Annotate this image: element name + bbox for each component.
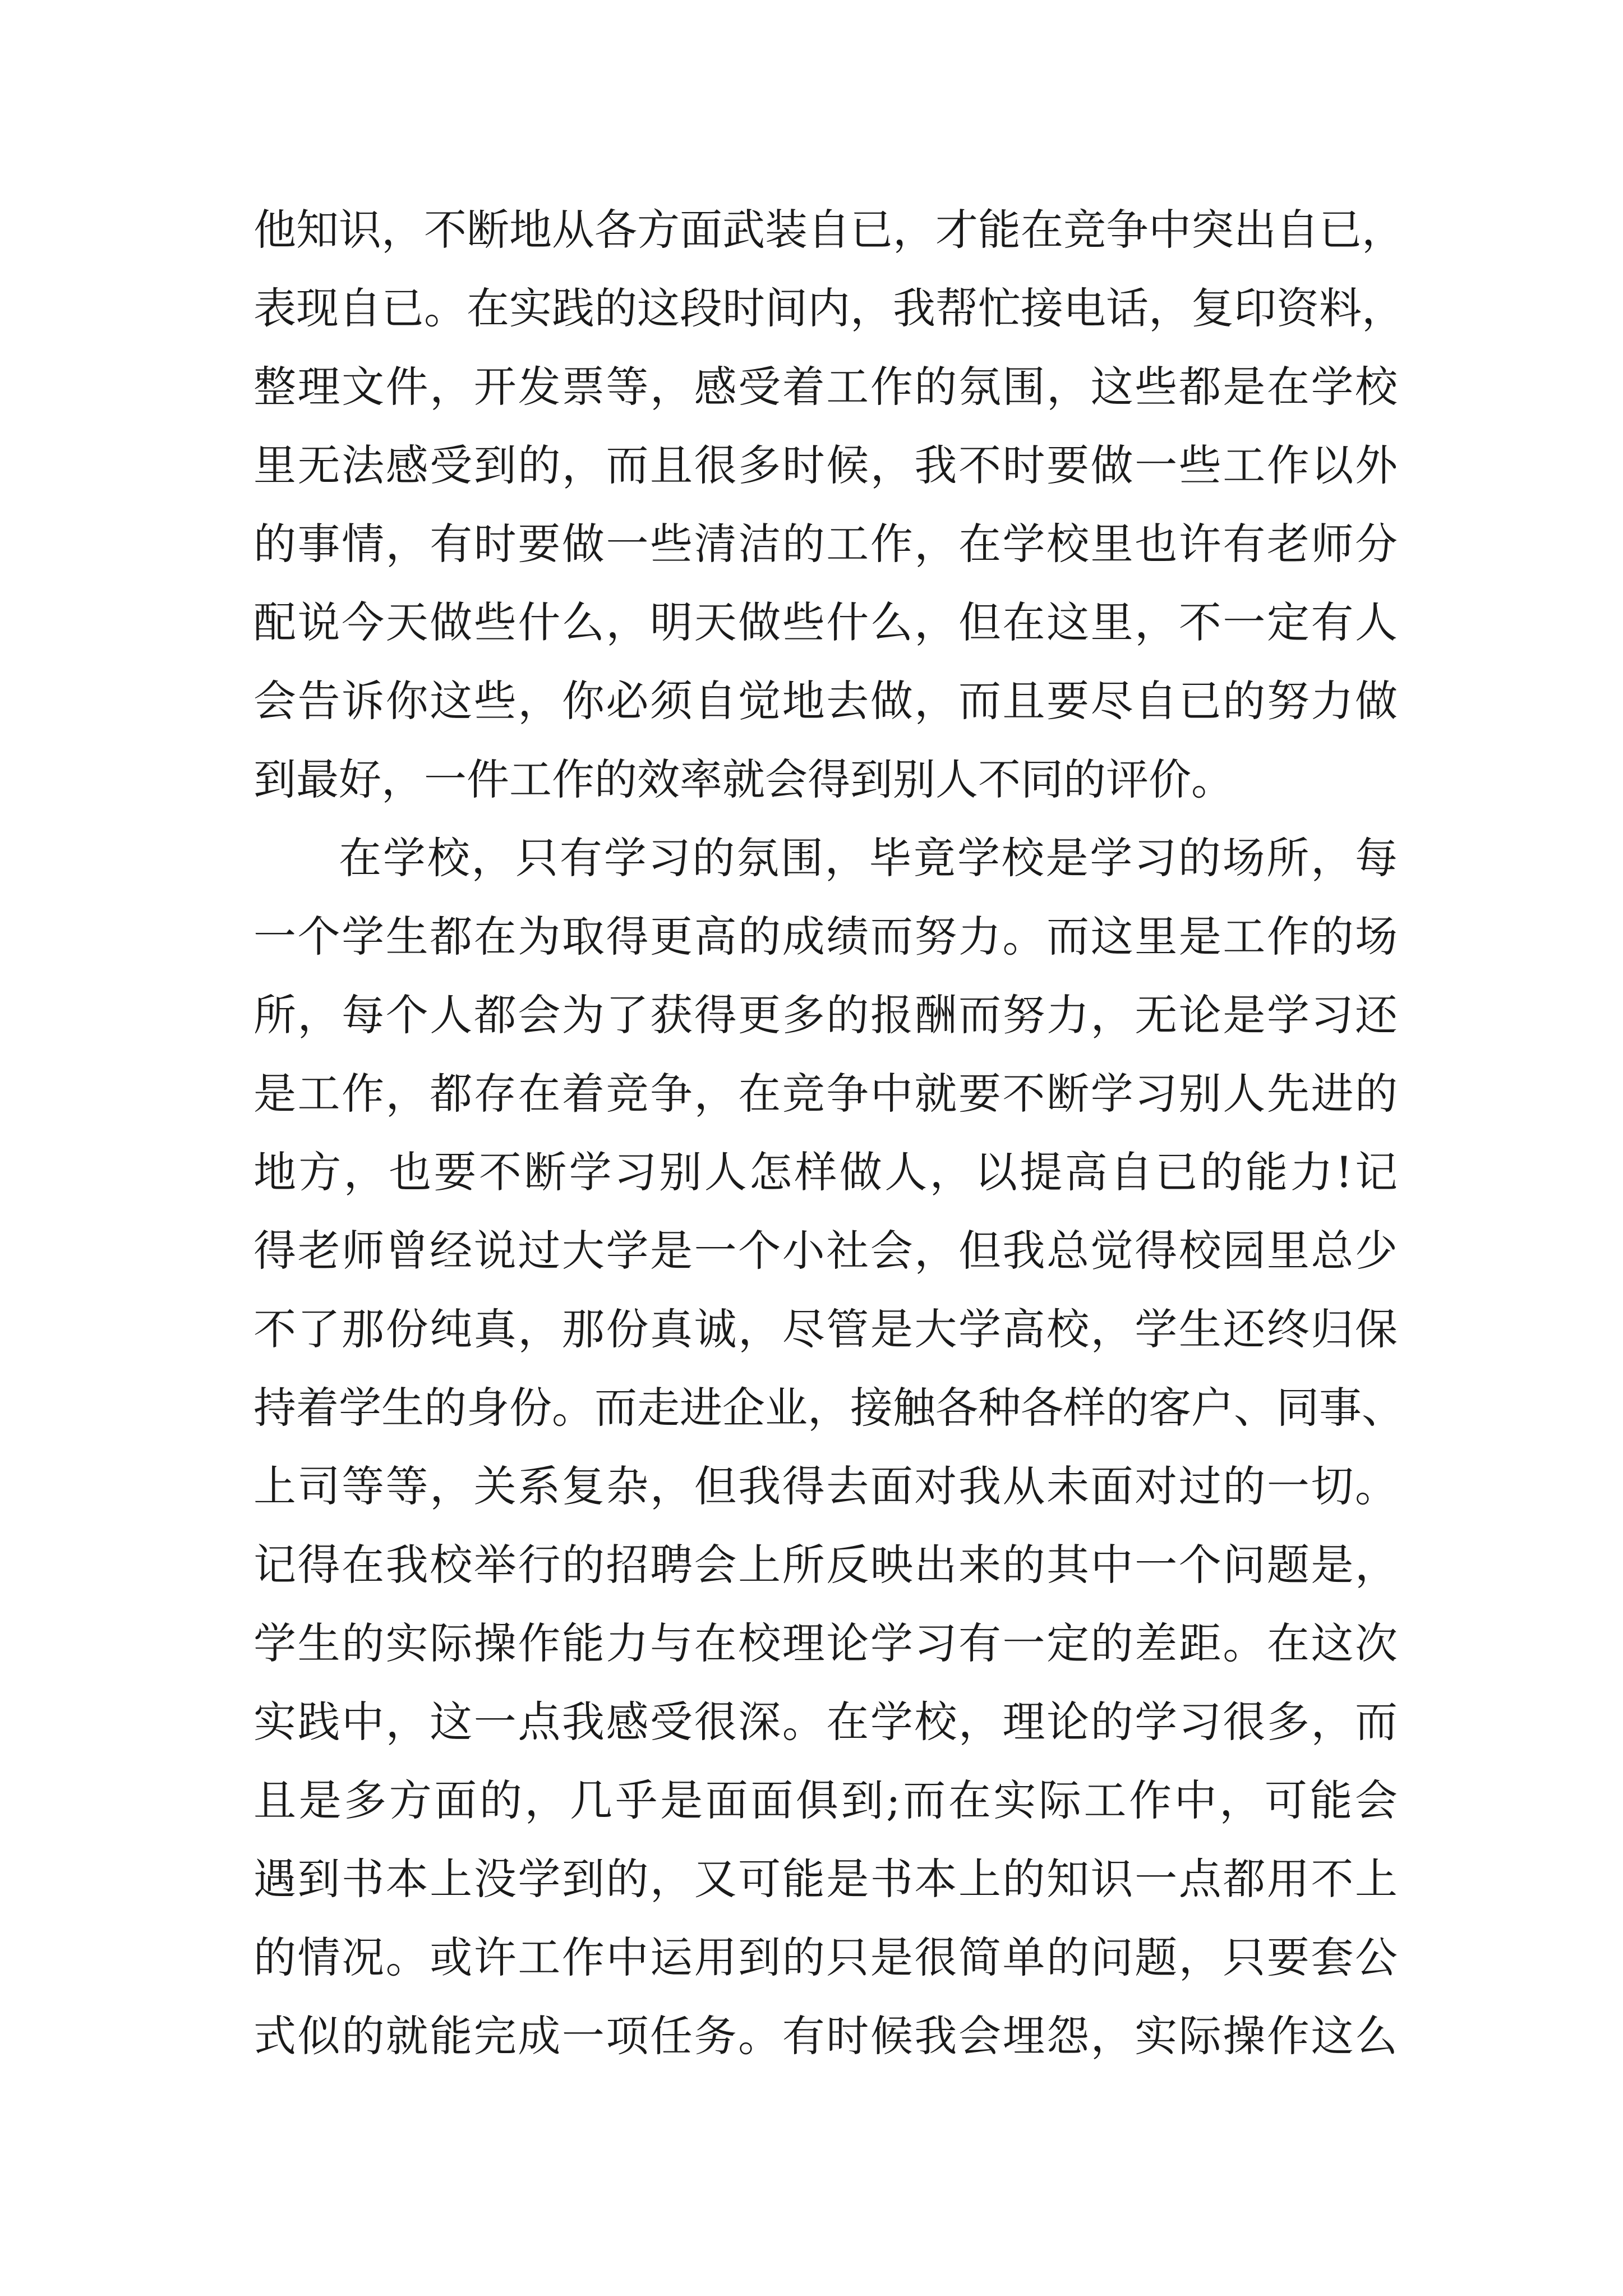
- text-line: 会告诉你这些，你必须自觉地去做，而且要尽自已的努力做: [253, 676, 1398, 726]
- text-line: 式似的就能完成一项任务。有时候我会埋怨，实际操作这么: [253, 2011, 1398, 2061]
- text-line: 不了那份纯真，那份真诚，尽管是大学高校，学生还终归保: [253, 1304, 1398, 1354]
- text-line: 上司等等，关系复杂，但我得去面对我从未面对过的一切。: [253, 1461, 1398, 1511]
- text-line: 里无法感受到的，而且很多时候，我不时要做一些工作以外: [253, 440, 1398, 490]
- text-line: 是工作，都存在着竞争，在竞争中就要不断学习别人先进的: [253, 1069, 1398, 1119]
- text-line: 得老师曾经说过大学是一个小社会，但我总觉得校园里总少: [253, 1226, 1398, 1276]
- text-line: 到最好，一件工作的效率就会得到别人不同的评价。: [253, 754, 1234, 804]
- text-line: 遇到书本上没学到的，又可能是书本上的知识一点都用不上: [253, 1854, 1398, 1904]
- text-line: 地方，也要不断学习别人怎样做人，以提高自已的能力!记: [253, 1147, 1398, 1197]
- text-line: 持着学生的身份。而走进企业，接触各种各样的客户、同事、: [253, 1383, 1404, 1433]
- text-line: 一个学生都在为取得更高的成绩而努力。而这里是工作的场: [253, 912, 1398, 961]
- text-line: 在学校，只有学习的氛围，毕竟学校是学习的场所，每: [339, 833, 1398, 883]
- text-line: 实践中，这一点我感受很深。在学校，理论的学习很多，而: [253, 1697, 1398, 1747]
- text-line: 记得在我校举行的招聘会上所反映出来的其中一个问题是，: [253, 1540, 1398, 1590]
- text-line: 的情况。或许工作中运用到的只是很简单的问题，只要套公: [253, 1932, 1398, 1982]
- paragraph-2: [253, 819, 1404, 2076]
- text-line: 配说今天做些什么，明天做些什么，但在这里，不一定有人: [253, 597, 1398, 647]
- paragraph-1: [253, 191, 1404, 819]
- text-line: 的事情，有时要做一些清洁的工作，在学校里也许有老师分: [253, 519, 1398, 569]
- text-line: 且是多方面的，几乎是面面俱到;而在实际工作中，可能会: [253, 1775, 1398, 1825]
- body-text: [253, 191, 1404, 2076]
- text-line: 他知识，不断地从各方面武装自已，才能在竞争中突出自已，: [253, 205, 1404, 255]
- text-line: 学生的实际操作能力与在校理论学习有一定的差距。在这次: [253, 1618, 1398, 1668]
- text-line: 整理文件，开发票等，感受着工作的氛围，这些都是在学校: [253, 362, 1398, 412]
- text-line: 所，每个人都会为了获得更多的报酬而努力，无论是学习还: [253, 990, 1398, 1040]
- text-line: 表现自已。在实践的这段时间内，我帮忙接电话，复印资料，: [253, 283, 1404, 333]
